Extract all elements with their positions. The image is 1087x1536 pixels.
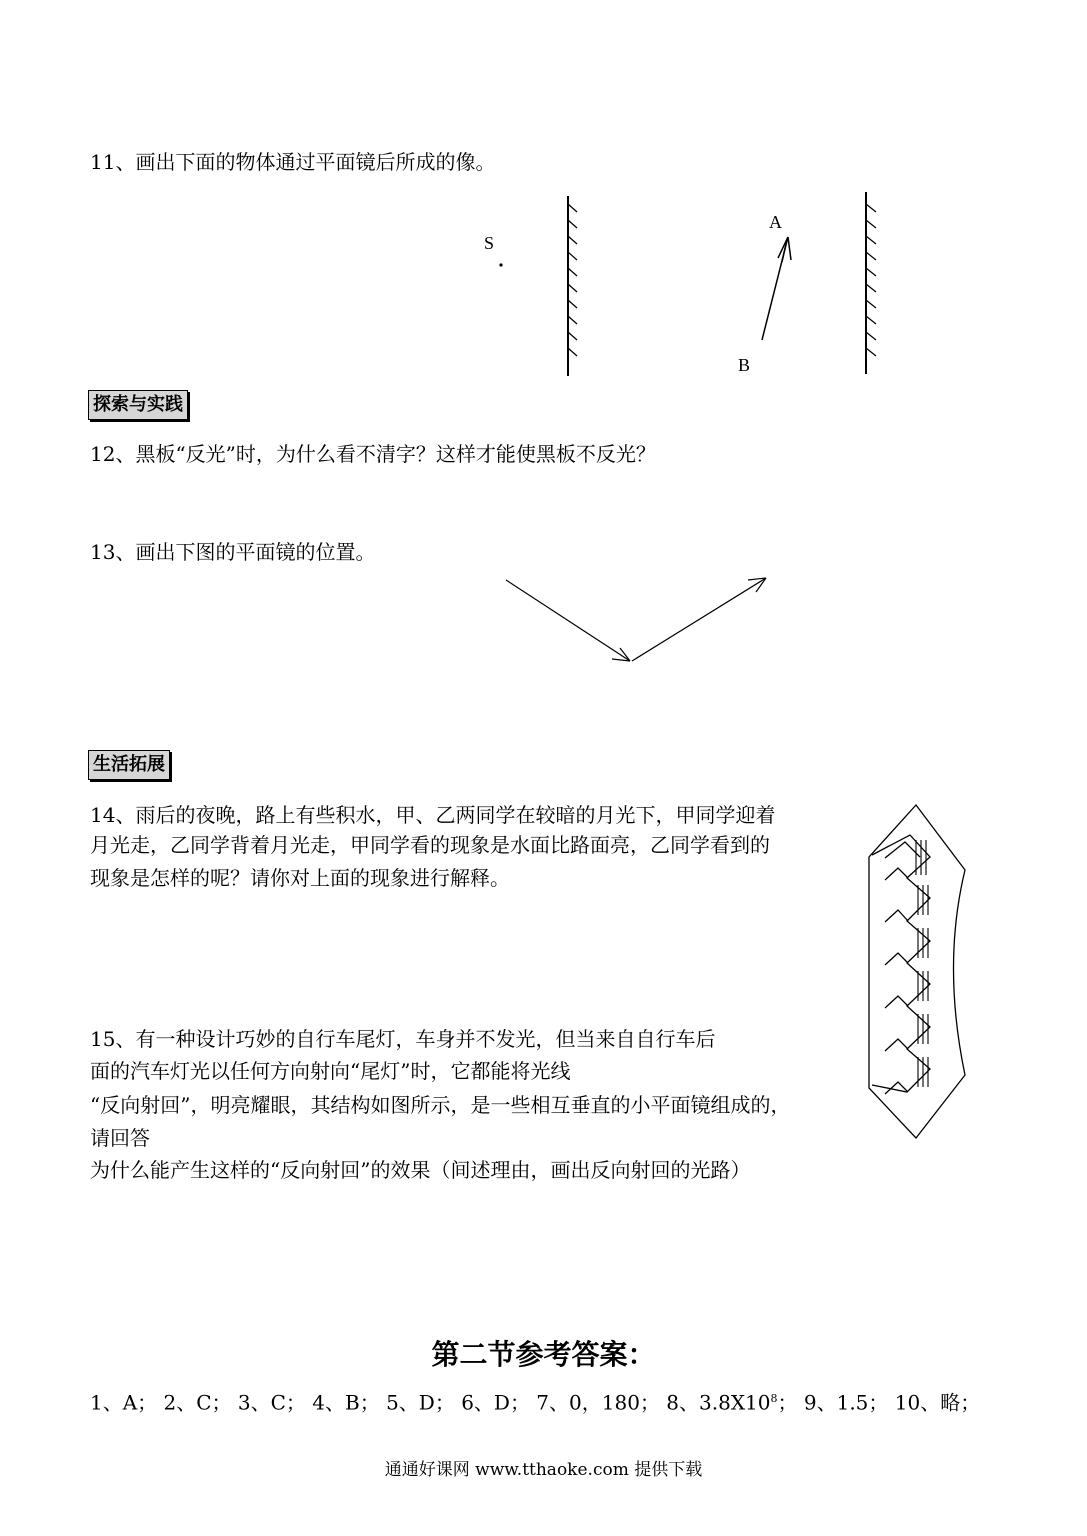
tail-light-figure (869, 805, 965, 1138)
q14-line-2: 月光走，乙同学背着月光走，甲同学看的现象是水面比路面亮，乙同学看到的 (90, 833, 770, 857)
label-s: S (484, 233, 495, 253)
mirror-left (568, 196, 577, 376)
section-label-explore: 探索与实践 (88, 390, 188, 420)
answers-text: 1、A； 2、C； 3、C； 4、B； 5、D； 6、D； 7、0，180； 8、3.8X10 (90, 1390, 771, 1415)
answers-exponent: 8 (770, 1392, 778, 1405)
label-a: A (769, 212, 782, 232)
q15-line-5: 为什么能产生这样的“反向射回”的效果（间述理由，画出反向射回的光路） (90, 1158, 751, 1182)
answers-text-end: ； 9、1.5； 10、略； (777, 1390, 981, 1415)
q15-line-2: 面的汽车灯光以任何方向射向“尾灯”时，它都能将光线 (90, 1059, 571, 1083)
q15-line-1: 15、有一种设计巧妙的自行车尾灯，车身并不发光，但当来自自行车后 (90, 1027, 716, 1051)
q13-text: 13、画出下图的平面镜的位置。 (90, 540, 376, 564)
point-s (499, 263, 502, 266)
q15-line-3: “反向射回”，明亮耀眼，其结构如图所示，是一些相互垂直的小平面镜组成的， (90, 1093, 791, 1117)
q15-line-4: 请回答 (90, 1126, 150, 1150)
arrow-ab (762, 237, 791, 340)
q14-line-1: 14、雨后的夜晚，路上有些积水，甲、乙两同学在较暗的月光下，甲同学迎着 (90, 803, 776, 827)
mirror-right (866, 192, 876, 374)
label-b: B (738, 355, 751, 375)
q11-text: 11、画出下面的物体通过平面镜后所成的像。 (90, 150, 496, 174)
q12-text: 12、黑板“反光”时，为什么看不清字？这样才能使黑板不反光？ (90, 442, 656, 466)
answers-line (90, 1385, 980, 1417)
q14-line-3: 现象是怎样的呢？请你对上面的现象进行解释。 (90, 866, 510, 890)
answers-title: 第二节参考答案： (431, 1338, 656, 1371)
section-label-life: 生活拓展 (88, 750, 170, 780)
footer-credit: 通通好课网 www.tthaoke.com 提供下载 (384, 1460, 703, 1480)
light-rays (506, 578, 766, 661)
